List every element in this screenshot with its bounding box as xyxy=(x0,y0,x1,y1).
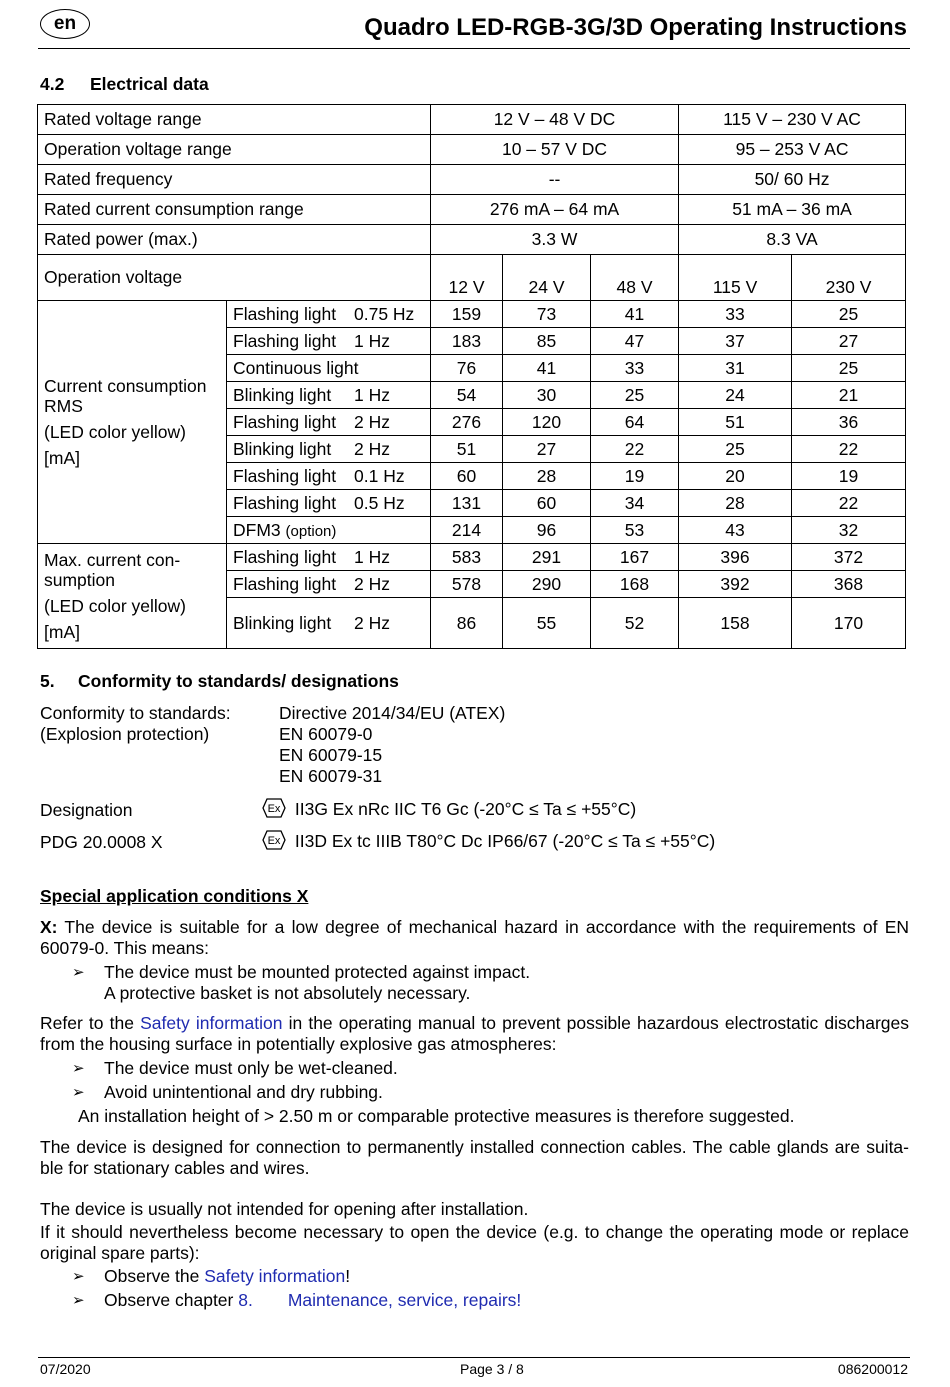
mode-frequency: 2 Hz xyxy=(354,573,390,594)
pdg-value xyxy=(262,830,715,852)
mode-cell xyxy=(227,517,431,544)
safety-information-link[interactable]: Safety information xyxy=(140,1013,283,1033)
footer-date: 07/2020 xyxy=(40,1361,91,1377)
mode-frequency: 2 Hz xyxy=(354,411,390,432)
value-cell: 27 xyxy=(503,436,591,463)
safety-information-link[interactable]: Safety information xyxy=(204,1266,346,1286)
group-label-line: Current consumption RMS xyxy=(44,376,207,416)
value-cell: 392 xyxy=(679,571,792,598)
footer-page-number: Page 3 / 8 xyxy=(460,1361,524,1377)
mode-cell xyxy=(227,571,431,598)
row-label: Operation voltage range xyxy=(38,135,431,165)
footer-document-number: 086200012 xyxy=(837,1361,908,1377)
observe-text: ! xyxy=(345,1266,351,1286)
ac-value: 50/ 60 Hz xyxy=(679,165,906,195)
mode-cell xyxy=(227,301,431,328)
chapter-8-link[interactable] xyxy=(238,1290,521,1310)
value-cell: 578 xyxy=(431,571,503,598)
group-label-line: (LED color yellow) xyxy=(44,422,186,442)
ex-hexagon-icon xyxy=(262,798,286,818)
mode-frequency: (option) xyxy=(285,522,337,540)
section-number: 5. xyxy=(40,671,55,691)
table-row xyxy=(38,301,906,328)
row-label: Rated voltage range xyxy=(38,105,431,135)
installation-note: An installation height of > 2.50 m or comparable protective measures is therefore suggested. xyxy=(78,1106,795,1126)
table-row xyxy=(38,105,906,135)
group-label-line: Max. current con-sumption xyxy=(44,550,181,590)
bullet-icon: ➢ xyxy=(72,1268,85,1285)
footer-divider xyxy=(38,1357,910,1358)
value-cell: 55 xyxy=(503,598,591,649)
value-cell: 24 xyxy=(679,382,792,409)
mode-cell xyxy=(227,490,431,517)
value-cell: 54 xyxy=(431,382,503,409)
value-cell: 19 xyxy=(591,463,679,490)
value-cell: 583 xyxy=(431,544,503,571)
voltage-header: 230 V xyxy=(792,255,906,301)
bullet-item xyxy=(104,1290,521,1311)
value-cell: 25 xyxy=(792,301,906,328)
ac-value: 8.3 VA xyxy=(679,225,906,255)
mode-frequency: 0.75 Hz xyxy=(354,303,415,324)
voltage-header: 48 V xyxy=(591,255,679,301)
value-cell: 170 xyxy=(792,598,906,649)
mode-cell xyxy=(227,436,431,463)
value-cell: 34 xyxy=(591,490,679,517)
value-cell: 51 xyxy=(679,409,792,436)
dc-value: -- xyxy=(431,165,679,195)
document-title: Quadro LED-RGB-3G/3D Operating Instructions xyxy=(364,14,907,41)
ac-value: 51 mA – 36 mA xyxy=(679,195,906,225)
mode-name: Blinking light xyxy=(233,438,332,459)
mode-cell xyxy=(227,544,431,571)
conformity-label xyxy=(40,703,231,745)
x-paragraph xyxy=(40,917,909,959)
observe-text: Observe chapter xyxy=(104,1290,239,1310)
conformity-label-line: (Explosion protection) xyxy=(40,724,210,744)
bullet-icon: ➢ xyxy=(72,1292,85,1309)
value-cell: 25 xyxy=(591,382,679,409)
mode-cell xyxy=(227,463,431,490)
opening-paragraph: The device is usually not intended for opening after installation. xyxy=(40,1199,529,1219)
section-title: Electrical data xyxy=(90,74,209,94)
value-cell: 43 xyxy=(679,517,792,544)
value-cell: 53 xyxy=(591,517,679,544)
special-conditions-heading: Special application conditions X xyxy=(40,886,309,906)
voltage-header: 115 V xyxy=(679,255,792,301)
mode-frequency: 1 Hz xyxy=(354,546,390,567)
value-cell: 396 xyxy=(679,544,792,571)
group-label xyxy=(38,544,227,649)
x-label: X: xyxy=(40,917,58,937)
mode-frequency: 2 Hz xyxy=(354,612,390,633)
group-label-line: [mA] xyxy=(44,448,80,468)
row-label: Rated current consumption range xyxy=(38,195,431,225)
value-cell: 291 xyxy=(503,544,591,571)
group-label-line: [mA] xyxy=(44,622,80,642)
bullet-item xyxy=(104,1266,350,1287)
mode-cell xyxy=(227,409,431,436)
value-cell: 19 xyxy=(792,463,906,490)
dc-value: 3.3 W xyxy=(431,225,679,255)
value-cell: 28 xyxy=(679,490,792,517)
value-cell: 159 xyxy=(431,301,503,328)
mode-name: Continuous light xyxy=(233,357,359,378)
value-cell: 64 xyxy=(591,409,679,436)
value-cell: 183 xyxy=(431,328,503,355)
designation-value xyxy=(262,798,636,820)
value-cell: 25 xyxy=(792,355,906,382)
mode-name: Flashing light xyxy=(233,411,337,432)
value-cell: 52 xyxy=(591,598,679,649)
value-cell: 47 xyxy=(591,328,679,355)
bullet-line: The device must be mounted protected against impact. xyxy=(104,962,531,982)
mode-frequency: 0.5 Hz xyxy=(354,492,405,513)
value-cell: 372 xyxy=(792,544,906,571)
mode-name: Blinking light xyxy=(233,384,332,405)
value-cell: 96 xyxy=(503,517,591,544)
refer-paragraph xyxy=(40,1013,909,1055)
dc-value: 276 mA – 64 mA xyxy=(431,195,679,225)
bullet-icon: ➢ xyxy=(72,964,85,981)
value-cell: 158 xyxy=(679,598,792,649)
value-cell: 22 xyxy=(591,436,679,463)
bullet-item: The device must only be wet-cleaned. xyxy=(104,1058,398,1078)
language-badge: en xyxy=(40,9,90,39)
value-cell: 167 xyxy=(591,544,679,571)
opening-paragraph: If it should nevertheless become necessary to open the device (e.g. to change the operating mode or replace original spare parts): xyxy=(40,1222,909,1263)
value-cell: 168 xyxy=(591,571,679,598)
value-cell: 22 xyxy=(792,436,906,463)
mode-name: Flashing light xyxy=(233,573,337,594)
standard-item: EN 60079-15 xyxy=(279,745,383,765)
section-title: Conformity to standards/ designations xyxy=(78,671,399,691)
mode-frequency: 2 Hz xyxy=(354,438,390,459)
bullet-line: A protective basket is not absolutely necessary. xyxy=(104,983,471,1003)
value-cell: 368 xyxy=(792,571,906,598)
designation-label: Designation xyxy=(40,800,133,820)
mode-name: Flashing light xyxy=(233,303,337,324)
ac-value: 115 V – 230 V AC xyxy=(679,105,906,135)
value-cell: 214 xyxy=(431,517,503,544)
observe-text: Observe the xyxy=(104,1266,205,1286)
mode-name: Flashing light xyxy=(233,465,337,486)
value-cell: 85 xyxy=(503,328,591,355)
standards-list xyxy=(279,703,505,787)
row-label: Rated power (max.) xyxy=(38,225,431,255)
ac-value: 95 – 253 V AC xyxy=(679,135,906,165)
electrical-data-table xyxy=(37,104,906,649)
value-cell: 25 xyxy=(679,436,792,463)
value-cell: 276 xyxy=(431,409,503,436)
section-5-heading xyxy=(40,671,399,692)
refer-text: in the operating manual to prevent possible hazardous electrostatic discharges from the housing surface in potentially explosive gas atmospheres: xyxy=(40,1013,909,1054)
value-cell: 21 xyxy=(792,382,906,409)
value-cell: 30 xyxy=(503,382,591,409)
pdg-label: PDG 20.0008 X xyxy=(40,832,163,852)
mode-name: Flashing light xyxy=(233,330,337,351)
value-cell: 36 xyxy=(792,409,906,436)
chapter-title: Maintenance, service, repairs! xyxy=(287,1290,522,1310)
standard-item: Directive 2014/34/EU (ATEX) xyxy=(279,703,506,723)
value-cell: 37 xyxy=(679,328,792,355)
value-cell: 73 xyxy=(503,301,591,328)
chapter-number: 8. xyxy=(238,1290,253,1310)
table-row xyxy=(38,544,906,571)
mode-name: Flashing light xyxy=(233,546,337,567)
value-cell: 131 xyxy=(431,490,503,517)
value-cell: 20 xyxy=(679,463,792,490)
table-row xyxy=(38,255,906,301)
bullet-icon: ➢ xyxy=(72,1084,85,1101)
value-cell: 27 xyxy=(792,328,906,355)
value-cell: 32 xyxy=(792,517,906,544)
value-cell: 290 xyxy=(503,571,591,598)
mode-frequency: 1 Hz xyxy=(354,384,390,405)
bullet-icon: ➢ xyxy=(72,1060,85,1077)
value-cell: 76 xyxy=(431,355,503,382)
value-cell: 60 xyxy=(503,490,591,517)
value-cell: 86 xyxy=(431,598,503,649)
svg-text:Ex: Ex xyxy=(267,835,281,847)
section-number: 4.2 xyxy=(40,74,65,94)
value-cell: 60 xyxy=(431,463,503,490)
value-cell: 41 xyxy=(591,301,679,328)
svg-text:Ex: Ex xyxy=(267,803,281,815)
standard-item: EN 60079-31 xyxy=(279,766,383,786)
operation-voltage-label: Operation voltage xyxy=(38,255,431,301)
value-cell: 31 xyxy=(679,355,792,382)
row-label: Rated frequency xyxy=(38,165,431,195)
bullet-item: Avoid unintentional and dry rubbing. xyxy=(104,1082,383,1102)
value-cell: 41 xyxy=(503,355,591,382)
dc-value: 10 – 57 V DC xyxy=(431,135,679,165)
mode-frequency: 0.1 Hz xyxy=(354,465,405,486)
voltage-header: 24 V xyxy=(503,255,591,301)
value-cell: 120 xyxy=(503,409,591,436)
mode-cell xyxy=(227,598,431,649)
group-label-line: (LED color yellow) xyxy=(44,596,186,616)
table-row xyxy=(38,195,906,225)
ex-hexagon-icon xyxy=(262,830,286,850)
table-row xyxy=(38,165,906,195)
value-cell: 51 xyxy=(431,436,503,463)
value-cell: 28 xyxy=(503,463,591,490)
table-row xyxy=(38,135,906,165)
cables-paragraph: The device is designed for connection to permanently installed connection cables. The cable glands are suita-ble for stationary cables and wires. xyxy=(40,1137,909,1178)
value-cell: 33 xyxy=(679,301,792,328)
header-divider xyxy=(38,48,910,49)
mode-name: DFM3 xyxy=(233,519,281,540)
designation-text: II3G Ex nRc IIC T6 Gc (-20°C ≤ Ta ≤ +55°C) xyxy=(294,799,637,819)
conformity-label-line: Conformity to standards: xyxy=(40,703,231,723)
table-row xyxy=(38,225,906,255)
mode-cell xyxy=(227,382,431,409)
pdg-text: II3D Ex tc IIIB T80°C Dc IP66/67 (-20°C ≤ Ta ≤ +55°C) xyxy=(294,831,716,851)
x-text: The device is suitable for a low degree of mechanical hazard in accordance with the requirements of EN 60079-0. This means: xyxy=(40,917,909,958)
bullet-item xyxy=(104,962,530,1004)
refer-text: Refer to the xyxy=(40,1013,141,1033)
mode-frequency: 1 Hz xyxy=(354,330,390,351)
mode-cell xyxy=(227,355,431,382)
mode-name: Flashing light xyxy=(233,492,337,513)
value-cell: 22 xyxy=(792,490,906,517)
section-4-2-heading xyxy=(40,74,209,95)
voltage-header: 12 V xyxy=(431,255,503,301)
dc-value: 12 V – 48 V DC xyxy=(431,105,679,135)
mode-cell xyxy=(227,328,431,355)
mode-name: Blinking light xyxy=(233,612,332,633)
group-label xyxy=(38,301,227,544)
standard-item: EN 60079-0 xyxy=(279,724,373,744)
value-cell: 33 xyxy=(591,355,679,382)
